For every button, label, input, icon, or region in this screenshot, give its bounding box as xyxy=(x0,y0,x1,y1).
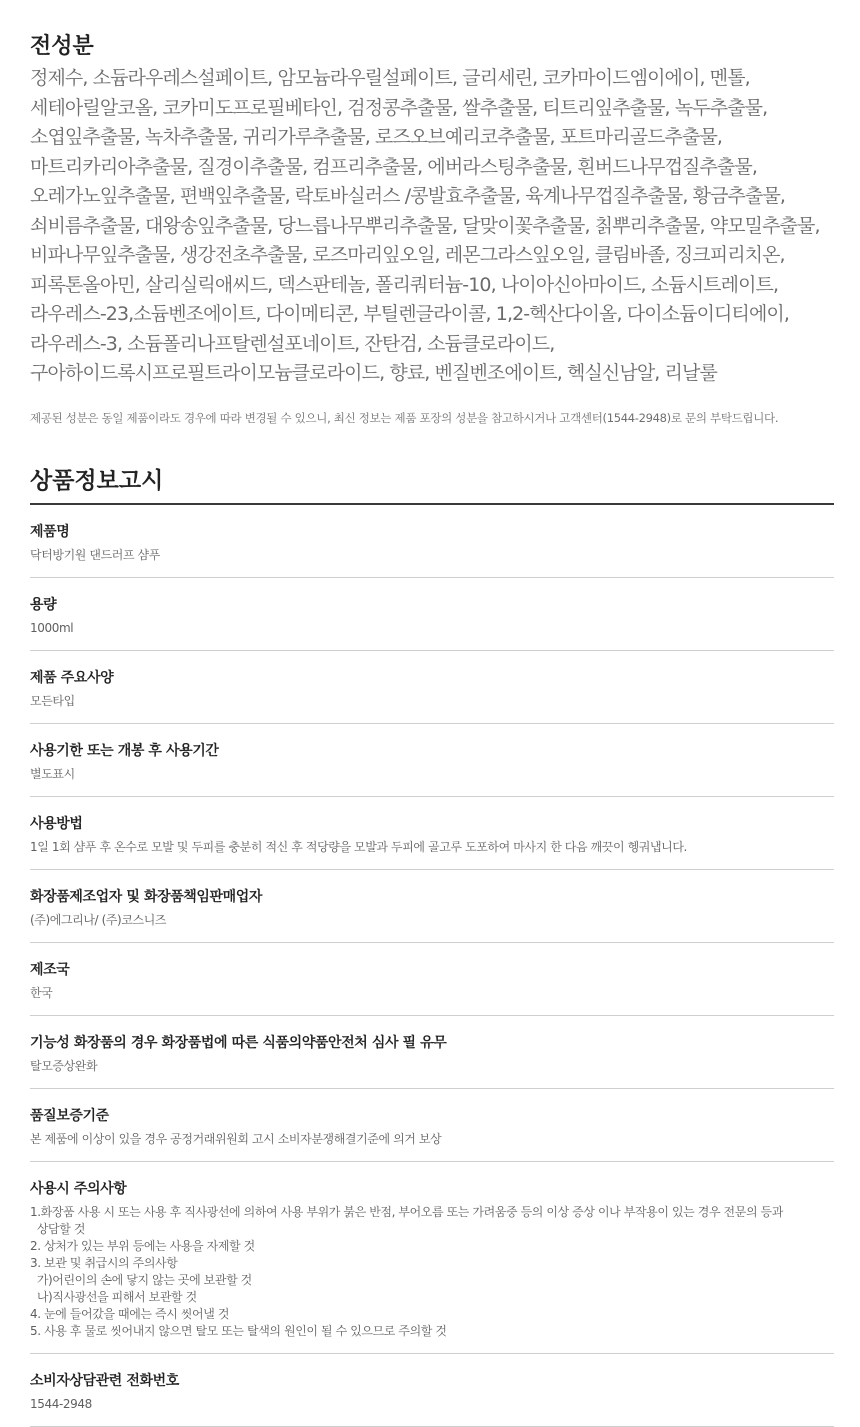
info-row-manufacturer xyxy=(30,870,834,943)
info-row-country xyxy=(30,943,834,1016)
info-value: 한국 xyxy=(30,985,53,1000)
info-row-precautions xyxy=(30,1162,834,1354)
info-value: 별도표시 xyxy=(30,766,75,781)
ingredients-disclaimer: 제공된 성분은 동일 제품이라도 경우에 따라 변경될 수 있으니, 최신 정보는 제품 포장의 성분을 참고하시거나 고객센터(1544-2948)로 문의 부탁드립니다. xyxy=(30,410,779,425)
precaution-line: 5. 사용 후 물로 씻어내지 않으면 탈모 또는 탈색의 원인이 될 수 있으므로 주의할 것 xyxy=(30,1323,447,1338)
product-detail-page xyxy=(0,32,860,1427)
precaution-line: 4. 눈에 들어갔을 때에는 즉시 씻어낼 것 xyxy=(30,1306,230,1321)
info-value: 본 제품에 이상이 있을 경우 공정거래위원회 고시 소비자분쟁해결기준에 의거 보상 xyxy=(30,1131,442,1146)
info-label: 제품명 xyxy=(30,523,70,540)
info-value: 모든타입 xyxy=(30,693,75,708)
info-row-volume xyxy=(30,578,834,651)
info-row-quality-standard xyxy=(30,1089,834,1162)
precaution-line: 1.화장품 사용 시 또는 사용 후 직사광선에 의하여 사용 부위가 붉은 반점, 부어오름 또는 가려움중 등의 이상 증상 이나 부작용이 있는 경우 전문의 등과 xyxy=(30,1204,783,1219)
product-info-section xyxy=(30,465,834,1427)
precaution-line: 가)어린이의 손에 닿지 않는 곳에 보관할 것 xyxy=(30,1272,252,1287)
info-value: 1일 1회 샴푸 후 온수로 모발 및 두피를 충분히 적신 후 적당량을 모발과 두피에 골고루 도포하여 마사지 한 다음 깨끗이 헹궈냅니다. xyxy=(30,839,687,854)
info-row-customer-phone xyxy=(30,1354,834,1427)
precaution-line: 3. 보관 및 취급시의 주의사항 xyxy=(30,1255,178,1270)
info-label: 기능성 화장품의 경우 화장품법에 따른 식품의약품안전처 심사 필 유무 xyxy=(30,1034,447,1051)
info-value: (주)에그리나/ (주)코스니즈 xyxy=(30,912,167,927)
info-row-functional-review xyxy=(30,1016,834,1089)
info-label: 소비자상담관련 전화번호 xyxy=(30,1372,179,1389)
info-row-usage xyxy=(30,797,834,870)
customer-phone-number: 1544-2948 xyxy=(30,1396,92,1411)
ingredients-title: 전성분 xyxy=(30,34,94,59)
info-row-main-spec xyxy=(30,651,834,724)
precaution-line: 나)직사광선을 피해서 보관할 것 xyxy=(30,1289,197,1304)
product-info-list xyxy=(30,505,834,1427)
info-value: 닥터방기원 댄드러프 샴푸 xyxy=(30,547,160,562)
info-label: 사용기한 또는 개봉 후 사용기간 xyxy=(30,742,219,759)
info-label: 제조국 xyxy=(30,961,70,978)
precaution-line: 상담할 것 xyxy=(30,1221,86,1236)
info-value: 탈모증상완화 xyxy=(30,1058,98,1073)
product-info-title: 상품정보고시 xyxy=(30,465,834,505)
info-value: 1000ml xyxy=(30,620,74,635)
info-label: 사용방법 xyxy=(30,815,83,832)
info-label: 화장품제조업자 및 화장품책임판매업자 xyxy=(30,888,263,905)
precautions-list xyxy=(30,1204,834,1340)
info-label: 용량 xyxy=(30,596,57,613)
info-row-product-name xyxy=(30,505,834,578)
ingredients-section xyxy=(30,32,834,427)
info-label: 제품 주요사양 xyxy=(30,669,114,686)
info-label: 사용시 주의사항 xyxy=(30,1180,127,1197)
info-label: 품질보증기준 xyxy=(30,1107,109,1124)
ingredients-list-text: 정제수, 소듐라우레스설페이트, 암모늄라우릴설페이트, 글리세린, 코카마이드엠이에이, 멘톨, 세테아릴알코올, 코카미도프로필베타인, 검정콩추출물, 쌀추출물, 티트리잎추출물, 녹두추출물, 소엽잎추출물, 녹차추출물, 귀리가루추출물, 로즈오브예리코추출물, 포트마리골드추출물, 마트리카리아추출물, 질경이추출물, 컴프리추출물, 에버라스팅추출물, 흰버드나무껍질추출물, 오레가노잎추출물, 편백잎추출물, 락토바실러스 /콩발효추출물, 육계나무껍질추출물, 황금추출물, 쇠비름추출물, 대왕송잎추출물, 당느릅나무뿌리추출물, 달맞이꽃추출물, 칡뿌리추출물, 약모밀추출물, 비파나무잎추출물, 생강전초추출물, 로즈마리잎오일, 레몬그라스잎오일, 클림바졸, 징크피리치온, 피록톤올아민, 살리실릭애씨드, 덱스판테놀, 폴리쿼터늄-10, 나이아신아마이드, 소듐시트레이트, 라우레스-23,소듐벤조에이트, 다이메티콘, 부틸렌글라이콜, 1,2-헥산다이올, 다이소듐이디티에이, 라우레스-3, 소듐폴리나프탈렌설포네이트, 잔탄검, 소듐클로라이드, 구아하이드록시프로필트라이모늄클로라이드, 향료, 벤질벤조에이트, 헥실신남알, 리날룰 xyxy=(30,67,820,384)
precaution-line: 2. 상처가 있는 부위 등에는 사용을 자제할 것 xyxy=(30,1238,255,1253)
info-row-expiration xyxy=(30,724,834,797)
